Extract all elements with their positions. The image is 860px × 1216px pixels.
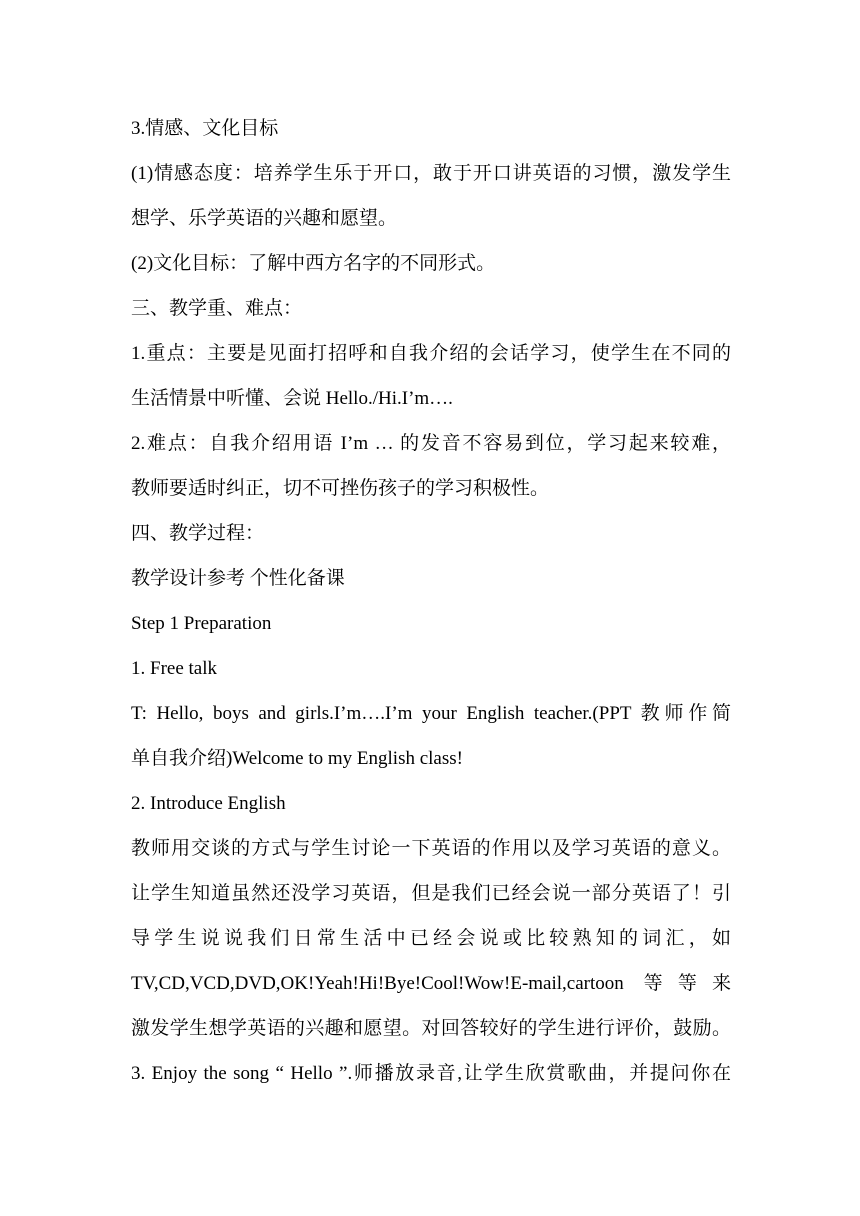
paragraph-line: 教师用交谈的方式与学生讨论一下英语的作用以及学习英语的意义。 bbox=[131, 838, 731, 859]
paragraph-line: TV,CD,VCD,DVD,OK!Yeah!Hi!Bye!Cool!Wow!E-mail,cartoon 等等来 bbox=[131, 973, 731, 994]
column-labels: 教学设计参考 个性化备课 bbox=[131, 568, 345, 589]
paragraph-line: 2.难点：自我介绍用语 I’m … 的发音不容易到位，学习起来较难， bbox=[131, 433, 731, 454]
document-page bbox=[131, 106, 731, 1096]
sub-step-heading: 2. Introduce English bbox=[131, 793, 286, 814]
section-heading-key-points: 三、教学重、难点： bbox=[131, 298, 303, 319]
paragraph-line: 想学、乐学英语的兴趣和愿望。 bbox=[131, 208, 398, 229]
paragraph-line: (1)情感态度：培养学生乐于开口，敢于开口讲英语的习惯，激发学生 bbox=[131, 163, 731, 184]
paragraph-line: 3. Enjoy the song “ Hello ”.师播放录音,让学生欣赏歌曲，并提问你在 bbox=[131, 1063, 731, 1084]
sub-step-heading: 1. Free talk bbox=[131, 658, 218, 679]
paragraph-line: 让学生知道虽然还没学习英语，但是我们已经会说一部分英语了！引 bbox=[131, 883, 731, 904]
paragraph-line: 教师要适时纠正，切不可挫伤孩子的学习积极性。 bbox=[131, 478, 550, 499]
paragraph-line: 导学生说说我们日常生活中已经会说或比较熟知的词汇，如 bbox=[131, 928, 731, 949]
paragraph-line: 1.重点：主要是见面打招呼和自我介绍的会话学习，使学生在不同的 bbox=[131, 343, 731, 364]
paragraph-line: 激发学生想学英语的兴趣和愿望。对回答较好的学生进行评价，鼓励。 bbox=[131, 1018, 731, 1039]
section-heading-process: 四、教学过程： bbox=[131, 523, 265, 544]
paragraph-line: 生活情景中听懂、会说 Hello./Hi.I’m…. bbox=[131, 388, 453, 409]
paragraph-line: T: Hello, boys and girls.I’m….I’m your English teacher.(PPT 教师作简 bbox=[131, 703, 731, 724]
paragraph-line: 单自我介绍)Welcome to my English class! bbox=[131, 748, 463, 769]
step-heading: Step 1 Preparation bbox=[131, 613, 272, 634]
section-heading-goals: 3.情感、文化目标 bbox=[131, 118, 279, 139]
paragraph-line: (2)文化目标：了解中西方名字的不同形式。 bbox=[131, 253, 496, 274]
